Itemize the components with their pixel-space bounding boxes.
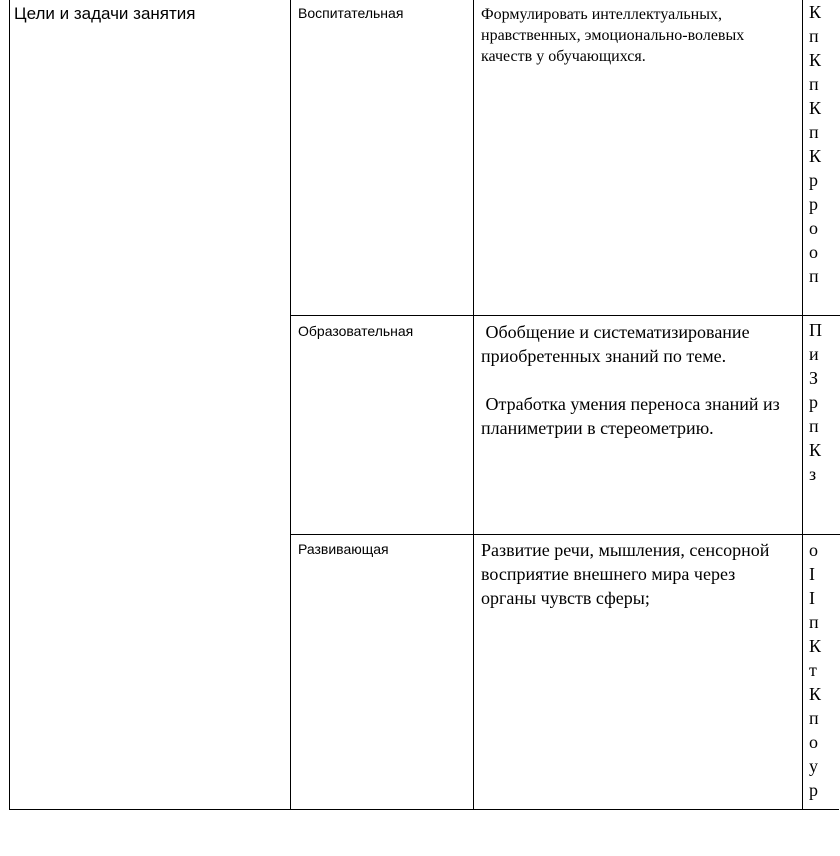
- clipped-glyph: I: [809, 588, 815, 608]
- goal-description: [481, 320, 799, 440]
- clipped-glyph: п: [809, 122, 819, 142]
- clipped-glyph: К: [809, 440, 822, 460]
- clipped-glyph: К: [809, 98, 822, 118]
- clipped-glyph: и: [809, 344, 819, 364]
- clipped-glyph: п: [809, 416, 819, 436]
- clipped-glyph: р: [809, 194, 818, 214]
- clipped-glyph: у: [809, 756, 818, 776]
- goal-paragraph: Отработка умения переноса знаний из планиметрии в стереометрию.: [481, 394, 785, 438]
- goal-type-label: Образовательная: [298, 323, 414, 339]
- clipped-glyph: п: [809, 612, 819, 632]
- row-divider: [290, 315, 840, 316]
- clipped-glyph: К: [809, 684, 822, 704]
- goal-type-label: Развивающая: [298, 541, 389, 557]
- clipped-glyph: п: [809, 26, 819, 46]
- table-title: Цели и задачи занятия: [14, 4, 196, 23]
- clipped-glyph: К: [809, 50, 822, 70]
- clipped-glyph: з: [809, 464, 817, 484]
- clipped-glyph: п: [809, 266, 819, 286]
- clipped-glyph: р: [809, 392, 818, 412]
- goal-type-label: Воспитательная: [298, 5, 404, 21]
- clipped-glyph: п: [809, 74, 819, 94]
- goal-paragraph: Развитие речи, мышления, сенсорной восприятие внешнего мира через органы чувств сферы;: [481, 540, 774, 608]
- clipped-glyph: о: [809, 242, 818, 262]
- clipped-glyph: о: [809, 540, 818, 560]
- column-divider: [473, 0, 474, 810]
- goal-description: [481, 538, 791, 610]
- clipped-column: [802, 0, 822, 810]
- clipped-glyph: р: [809, 780, 818, 800]
- goal-paragraph: Формулировать интеллектуальных, нравственных, эмоционально-волевых качеств у обучающихся.: [481, 6, 749, 65]
- clipped-glyph: К: [809, 2, 822, 22]
- clipped-glyph: о: [809, 218, 818, 238]
- column-divider: [290, 0, 291, 810]
- clipped-glyph: К: [809, 636, 822, 656]
- row-divider: [290, 534, 840, 535]
- clipped-glyph: I: [809, 564, 815, 584]
- clipped-glyph: т: [809, 660, 817, 680]
- clipped-glyph: п: [809, 708, 819, 728]
- clipped-glyph: П: [809, 320, 822, 340]
- clipped-glyph: о: [809, 732, 818, 752]
- goal-paragraph: Обобщение и систематизирование приобретенных знаний по теме.: [481, 322, 755, 366]
- clipped-glyph: р: [809, 170, 818, 190]
- clipped-glyph: К: [809, 146, 822, 166]
- goal-description: [481, 4, 799, 67]
- clipped-glyph: З: [809, 368, 819, 388]
